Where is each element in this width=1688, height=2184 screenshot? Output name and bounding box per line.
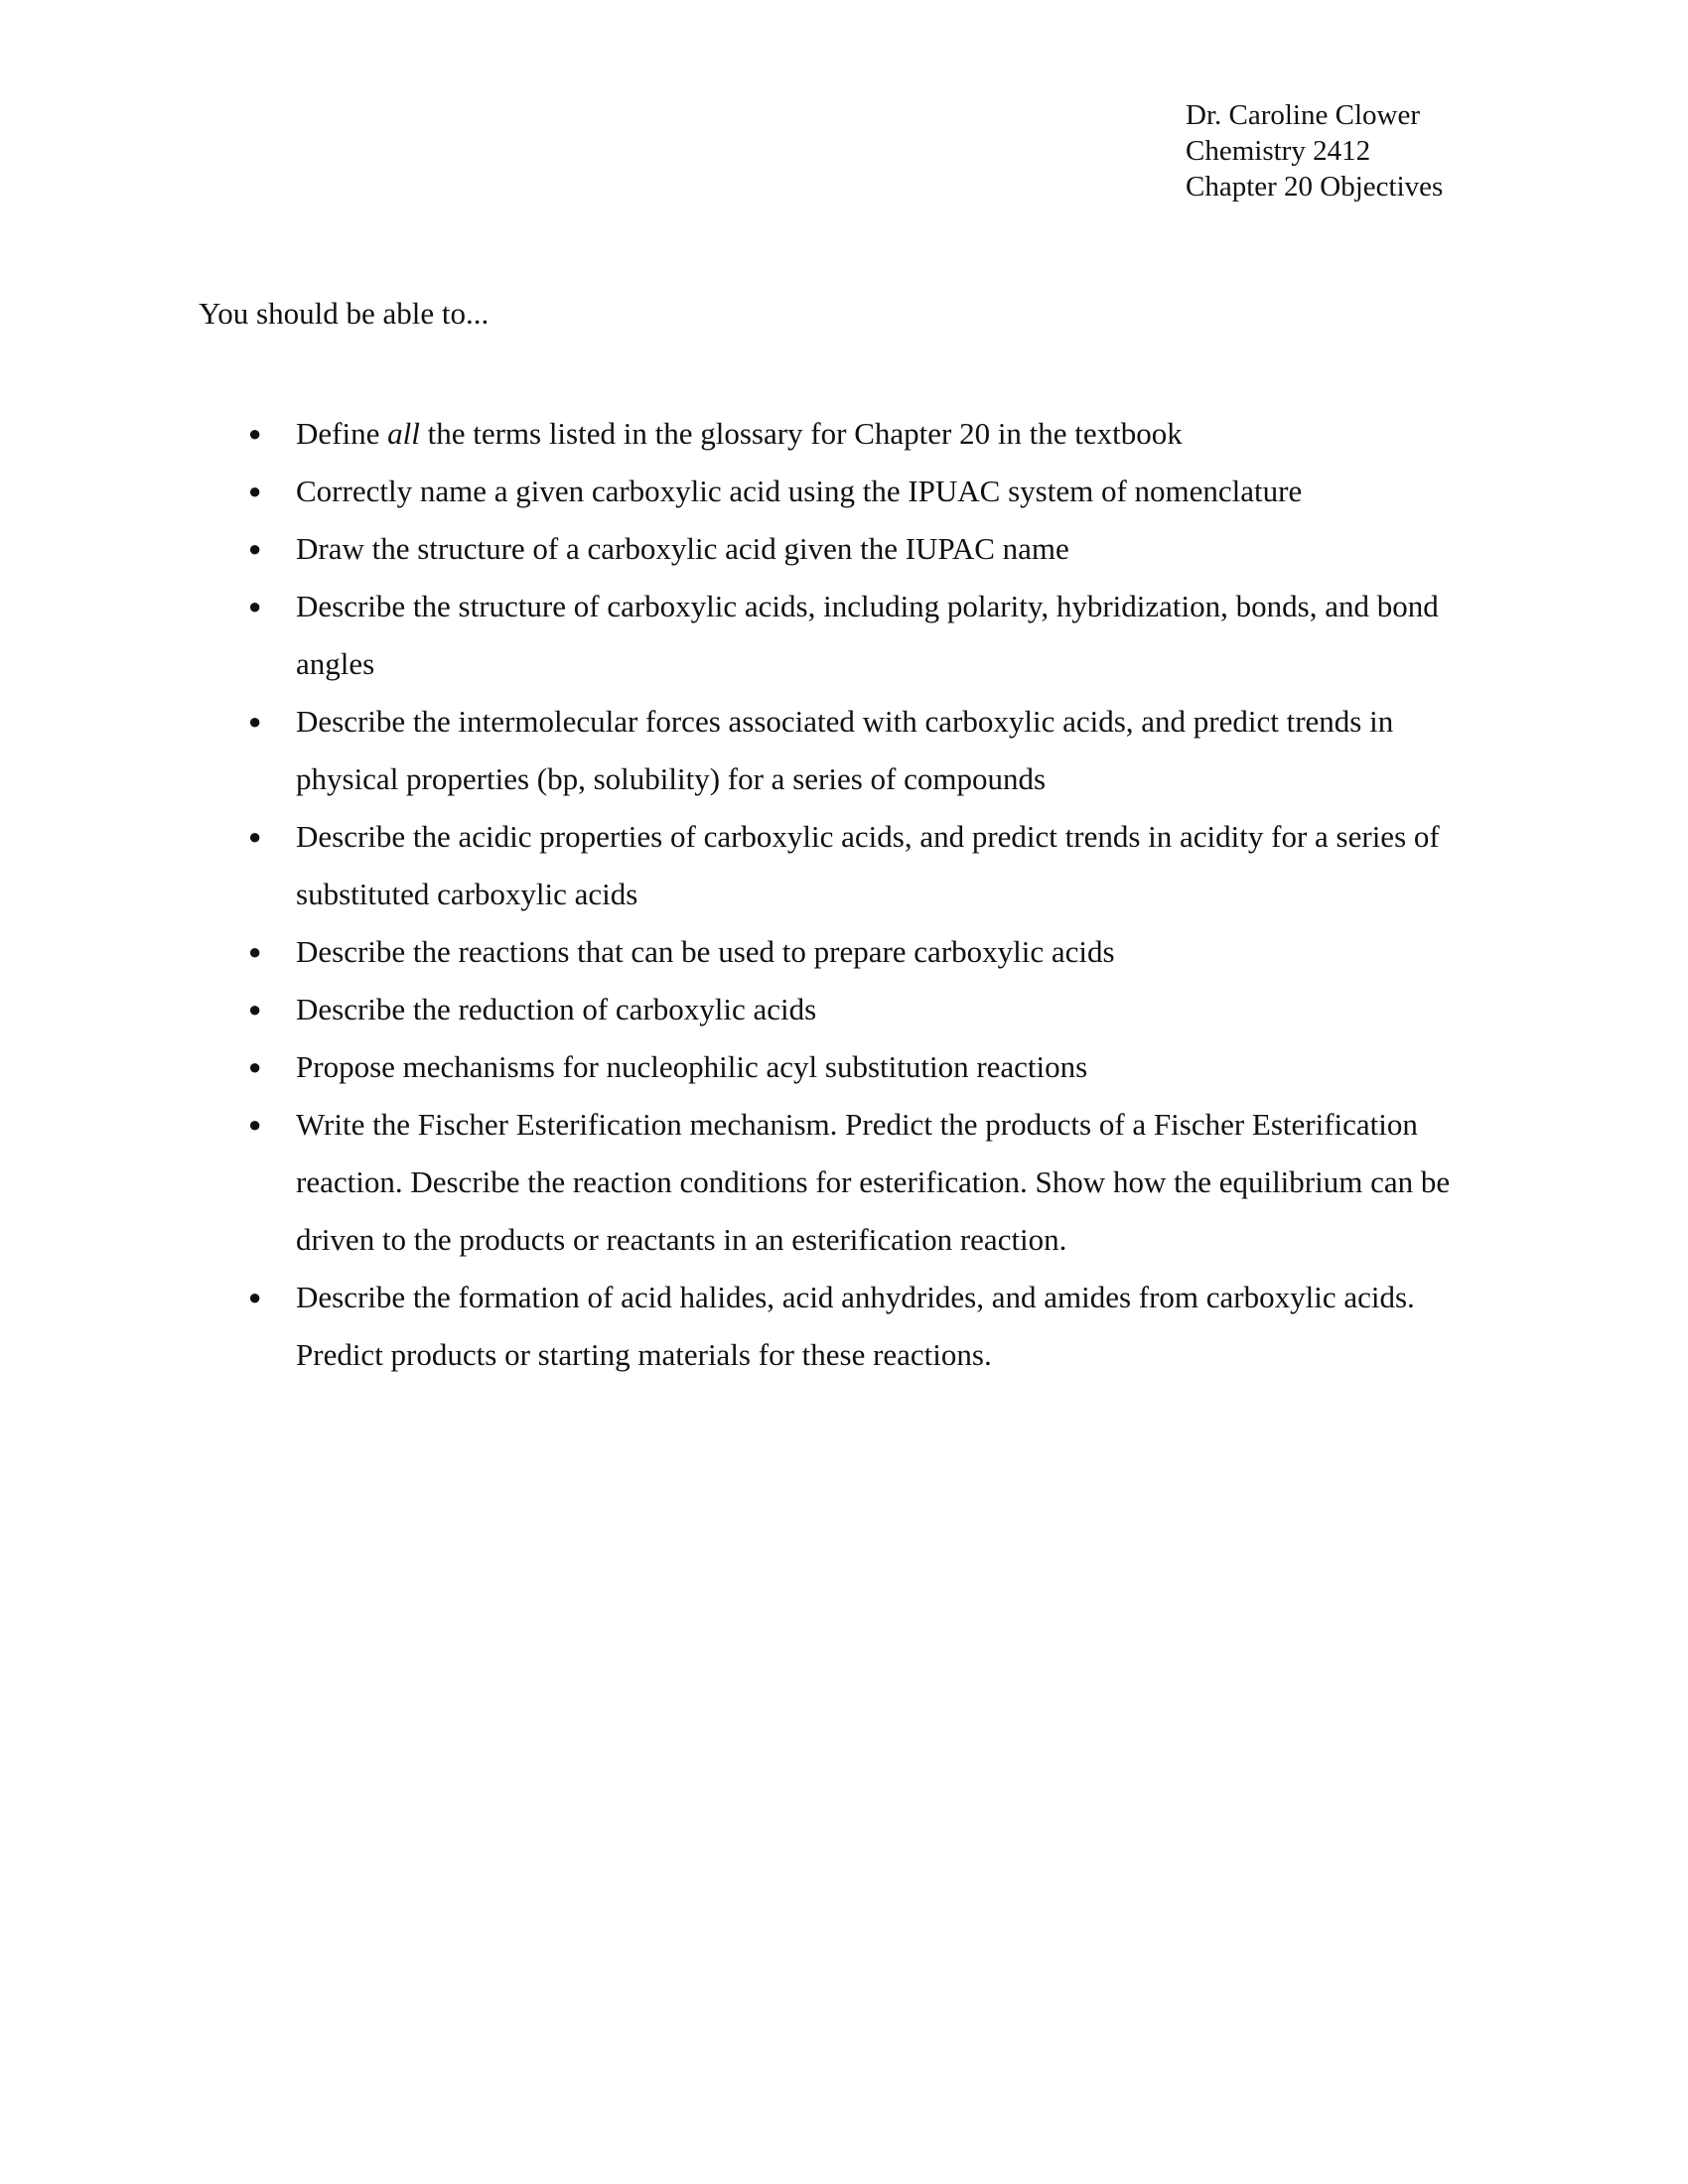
objective-text-start: Define (296, 416, 388, 451)
bullet-icon: ● (248, 478, 262, 503)
course-name: Chemistry 2412 (1186, 135, 1371, 167)
objective-item-9 (248, 1038, 1487, 1096)
objective-text: Describe the reactions that can be used to prepare carboxylic acids (296, 934, 1115, 969)
objective-text: Describe the acidic properties of carboxylic acids, and predict trends in acidity for a series of substituted carboxylic acids (296, 819, 1440, 911)
objective-item-1 (248, 405, 1487, 463)
objectives-list (248, 405, 1487, 1384)
objective-item-3 (248, 520, 1487, 578)
objective-item-8 (248, 981, 1487, 1038)
bullet-icon: ● (248, 421, 262, 446)
chapter-title: Chapter 20 Objectives (1186, 171, 1444, 203)
bullet-icon: ● (248, 939, 262, 964)
objective-item-2 (248, 463, 1487, 520)
bullet-icon: ● (248, 1054, 262, 1079)
bullet-icon: ● (248, 824, 262, 849)
objective-text: Describe the intermolecular forces associated with carboxylic acids, and predict trends in physical properties (bp, solubility) for a series of compounds (296, 704, 1394, 796)
objective-text: Draw the structure of a carboxylic acid given the IUPAC name (296, 531, 1069, 566)
objective-text: Describe the reduction of carboxylic acids (296, 992, 817, 1026)
objective-item-4 (248, 578, 1487, 693)
objective-text: Correctly name a given carboxylic acid using the IPUAC system of nomenclature (296, 474, 1303, 508)
author-name: Dr. Caroline Clower (1186, 99, 1420, 131)
objective-text-end: the terms listed in the glossary for Chapter 20 in the textbook (419, 416, 1183, 451)
bullet-icon: ● (248, 1112, 262, 1137)
objective-text: Write the Fischer Esterification mechanism. Predict the products of a Fischer Esterification reaction. Describe the reaction conditions for esterification. Show how the equilibrium can be driven to the products or reactants in an esterification reaction. (296, 1107, 1451, 1257)
objective-item-7 (248, 923, 1487, 981)
objective-text: Describe the formation of acid halides, acid anhydrides, and amides from carboxylic acids. Predict products or starting materials for these reactions. (296, 1280, 1415, 1372)
objective-item-5 (248, 693, 1487, 808)
objective-text: Describe the structure of carboxylic acids, including polarity, hybridization, bonds, and bond angles (296, 589, 1439, 681)
objective-emphasis: all (387, 416, 420, 451)
bullet-icon: ● (248, 536, 262, 561)
bullet-icon: ● (248, 1285, 262, 1309)
document-header (1186, 97, 1443, 205)
objective-text (296, 405, 1487, 463)
objective-text: Propose mechanisms for nucleophilic acyl substitution reactions (296, 1049, 1088, 1084)
bullet-icon: ● (248, 594, 262, 618)
objective-item-6 (248, 808, 1487, 923)
objective-item-10 (248, 1096, 1487, 1269)
bullet-icon: ● (248, 709, 262, 734)
intro-text: You should be able to... (199, 296, 490, 331)
bullet-icon: ● (248, 997, 262, 1022)
objective-item-11 (248, 1269, 1487, 1384)
